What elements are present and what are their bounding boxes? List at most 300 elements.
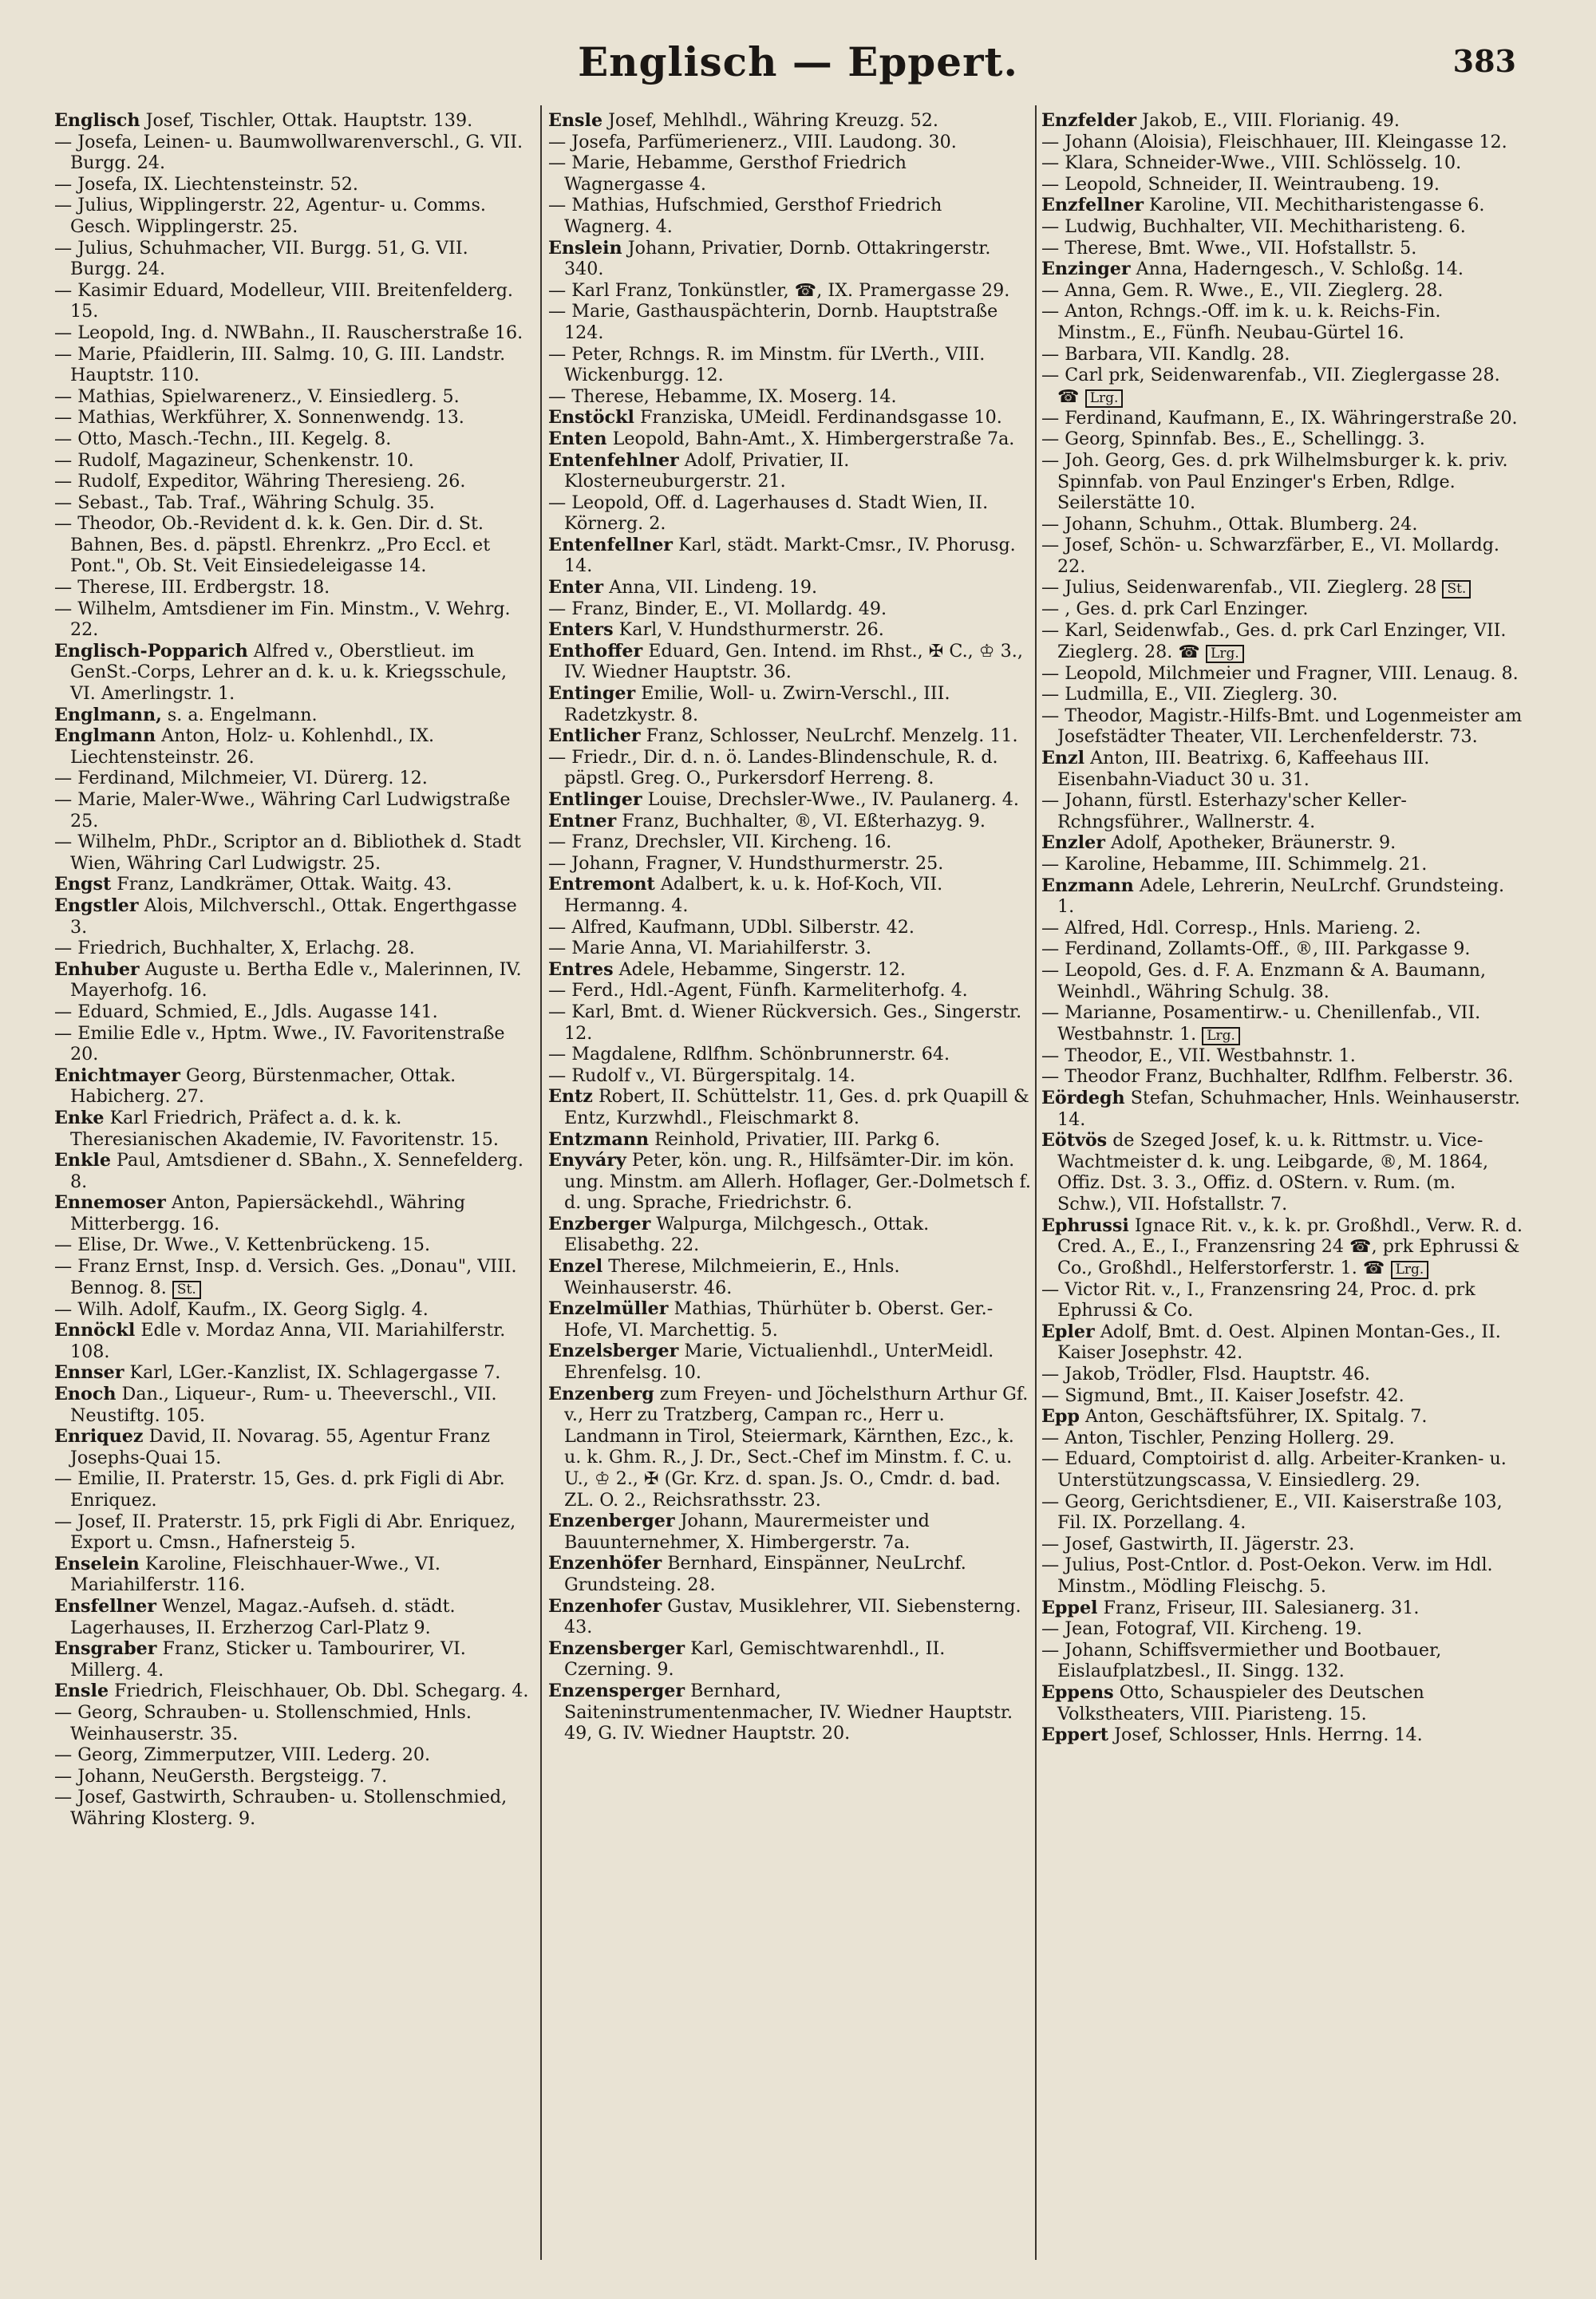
entry-dash: — — [1041, 1554, 1065, 1576]
directory-entry — [54, 322, 531, 344]
entry-dash: — — [54, 1234, 78, 1256]
directory-entry — [548, 747, 1031, 789]
entry-text: Klara, Schneider-Wwe., VIII. Schlösselg. 10. — [1065, 152, 1462, 174]
directory-entry — [1041, 514, 1524, 535]
directory-entry — [1041, 259, 1524, 280]
entry-text: Johann, NeuGersth. Bergsteigg. 7. — [77, 1765, 388, 1787]
entry-dash: — — [1041, 620, 1065, 642]
entry-text: Anton, Tischler, Penzing Hollerg. 29. — [1065, 1427, 1395, 1448]
directory-entry — [1041, 1448, 1524, 1491]
entry-text: Anna, Gem. R. Wwe., E., VII. Zieglerg. 28. — [1065, 279, 1444, 301]
entry-text: Friedrich, Fleischhauer, Ob. Dbl. Schegarg. 4. — [114, 1681, 529, 1702]
directory-entry — [1041, 1385, 1524, 1407]
entry-text: Josef, Gastwirth, Schrauben- u. Stollenschmied, Währing Klosterg. 9. — [70, 1787, 508, 1829]
entry-dash: — — [54, 385, 78, 407]
directory-entry — [548, 1001, 1031, 1044]
entry-surname: Entremont — [548, 874, 655, 895]
entry-text: Leopold, Off. d. Lagerhauses d. Stadt Wien, II. Körnerg. 2. — [564, 492, 989, 535]
entry-dash: — — [54, 832, 78, 853]
entry-dash: — — [548, 746, 572, 768]
directory-entry — [548, 874, 1031, 916]
directory-entry — [548, 980, 1031, 1001]
entry-text: Karoline, Fleischhauer-Wwe., VI. Mariahilferstr. 116. — [70, 1553, 440, 1596]
directory-entry — [54, 1192, 531, 1234]
entry-text: Marie, Pfaidlerin, III. Salmg. 10, G. III. Landstr. Hauptstr. 110. — [70, 343, 506, 386]
entry-text: Karoline, VII. Mechitharistengasse 6. — [1149, 195, 1485, 216]
directory-entry — [1041, 408, 1524, 429]
entry-surname: Ensgraber — [54, 1638, 157, 1660]
directory-entry — [548, 492, 1031, 535]
entry-text: Eduard, Gen. Intend. im Rhst., ✠ C., ♔ 3., IV. Wiedner Hauptstr. 36. — [564, 640, 1023, 683]
entry-text: Georg, Gerichtsdiener, E., VII. Kaiserstraße 103, Fil. IX. Porzellang. 4. — [1057, 1491, 1503, 1534]
entry-text: Rudolf, Magazineur, Schenkenstr. 10. — [77, 449, 414, 471]
directory-entry — [1041, 216, 1524, 238]
entry-dash: — — [1041, 152, 1065, 174]
entry-dash: — — [1041, 407, 1065, 429]
entry-dash: — — [1041, 1427, 1065, 1448]
entry-surname: Eördegh — [1041, 1087, 1125, 1108]
entry-text: Karoline, Hebamme, III. Schimmelg. 21. — [1065, 854, 1428, 875]
entry-text: Jakob, Trödler, Flsd. Hauptstr. 46. — [1065, 1364, 1370, 1385]
directory-entry — [54, 1384, 531, 1426]
entry-surname: Enzensperger — [548, 1680, 685, 1701]
entry-dash: — — [1041, 513, 1065, 535]
entry-text: Emilie, Woll- u. Zwirn-Verschl., III. Radetzkystr. 8. — [564, 683, 950, 725]
directory-entry — [1041, 1491, 1524, 1534]
entry-dash: — — [1041, 1045, 1065, 1066]
entry-text: Karl, Gemischtwarenhdl., II. Czerning. 9. — [564, 1637, 946, 1681]
directory-entry — [54, 1362, 531, 1384]
entry-badge: Lrg. — [1085, 389, 1124, 408]
entry-text: Johann, Schiffsvermiether und Bootbauer, Eislaufplatzbesl., II. Singg. 132. — [1057, 1639, 1442, 1682]
entry-text: zum Freyen- und Jöchelsthurn Arthur Gf. v., Herr zu Tratzberg, Campan rc., Herr u. Landmann in Tirol, Steiermark, Kärnthen, Ezc., k. u. k. Ghm. R., J. Dr., Sect.-Chef im Minstm. f. C. u. U., ♔ 2., ✠ (Gr. Krz. d. span. Js. O., Cmdr. d. bad. ZL. O. 2., Reichsrathsstr. 23. — [564, 1383, 1029, 1511]
directory-entry — [1041, 1640, 1524, 1682]
entry-badge: Lrg. — [1202, 1027, 1240, 1045]
directory-entry — [548, 344, 1031, 386]
entry-text: Wilhelm, PhDr., Scriptor an d. Bibliothek d. Stadt Wien, Währing Carl Ludwigstr. 25. — [70, 832, 521, 874]
entry-text: Mathias, Spielwarenerz., V. Einsiedlerg. 5. — [77, 385, 460, 407]
directory-entry — [548, 450, 1031, 492]
entry-dash: — — [548, 1044, 572, 1065]
directory-entry — [54, 450, 531, 472]
directory-entry — [54, 874, 531, 895]
entry-dash: — — [1041, 790, 1065, 812]
entry-dash: — — [1041, 449, 1065, 471]
directory-entry — [548, 1086, 1031, 1128]
entry-dash: — — [1041, 215, 1065, 237]
entry-surname: Engstler — [54, 895, 139, 916]
page-number: 383 — [1452, 43, 1516, 79]
directory-entry — [1041, 1428, 1524, 1449]
entry-dash: — — [54, 1765, 78, 1787]
directory-entry — [54, 1596, 531, 1638]
directory-entry — [54, 832, 531, 874]
entry-text: Anton, Geschäftsführer, IX. Spitalg. 7. — [1085, 1406, 1428, 1428]
entry-dash: — — [548, 832, 572, 853]
entry-text: Elise, Dr. Wwe., V. Kettenbrückeng. 15. — [77, 1234, 431, 1256]
directory-entry — [1041, 875, 1524, 918]
directory-entry — [548, 1256, 1031, 1298]
directory-entry — [54, 280, 531, 322]
entry-text: Therese, Hebamme, IX. Moserg. 14. — [571, 385, 897, 407]
entry-text: Adele, Lehrerin, NeuLrchf. Grundsteing. 1. — [1057, 875, 1505, 918]
entry-surname: Ennemoser — [54, 1192, 166, 1214]
entry-dash: — — [54, 789, 78, 810]
directory-entry — [1041, 748, 1524, 790]
directory-entry — [548, 1681, 1031, 1744]
entry-text: Anton, III. Beatrixg. 6, Kaffeehaus III. Eisenbahn-Viaduct 30 u. 31. — [1057, 748, 1430, 790]
directory-entry — [1041, 620, 1524, 663]
entry-surname: Enstöckl — [548, 407, 634, 429]
entry-text: Marianne, Posamentirw.- u. Chenillenfab., VII. Westbahnstr. 1. — [1057, 1002, 1481, 1045]
entry-text: Ferdinand, Zollamts-Off., ®, III. Parkgasse 9. — [1065, 938, 1471, 960]
entry-surname: Ephrussi — [1041, 1215, 1129, 1236]
entry-surname: Entenfellner — [548, 534, 673, 555]
entry-text: Karl Friedrich, Präfect a. d. k. k. Theresianischen Akademie, IV. Favoritenstr. 15. — [70, 1107, 499, 1150]
entry-text: Ignace Rit. v., k. k. pr. Großhdl., Verw. R. d. Cred. A., E., I., Franzensring 24 ☎, prk Ephrussi & Co., Großhdl., Helferstorferstr. 1. ☎ — [1057, 1215, 1523, 1278]
directory-entry — [1041, 684, 1524, 705]
entry-dash: — — [54, 1001, 78, 1022]
entry-dash: — — [1041, 131, 1065, 152]
directory-entry — [548, 1044, 1031, 1065]
entry-dash: — — [54, 1468, 78, 1490]
directory-entry — [54, 1001, 531, 1023]
entry-text: Bernhard, Einspänner, NeuLrchf. Grundsteing. 28. — [564, 1553, 966, 1595]
directory-entry — [1041, 577, 1524, 598]
directory-entry — [1041, 344, 1524, 365]
entry-text: Paul, Amtsdiener d. SBahn., X. Sennefelderg. 8. — [70, 1150, 523, 1192]
entry-text: Josef, Gastwirth, II. Jägerstr. 23. — [1065, 1533, 1355, 1554]
entry-dash: — — [548, 916, 572, 938]
entry-text: Ferd., Hdl.-Agent, Fünfh. Karmeliterhofg. 4. — [571, 980, 968, 1001]
entry-text: Josef, Tischler, Ottak. Hauptstr. 139. — [145, 110, 473, 131]
directory-entry — [548, 938, 1031, 959]
entry-text: Franz, Landkrämer, Ottak. Waitg. 43. — [117, 874, 452, 895]
entry-surname: Englmann — [54, 725, 156, 747]
entry-text: Franz Ernst, Insp. d. Versich. Ges. „Donau", VIII. Bennog. 8. — [70, 1256, 517, 1298]
running-head: Englisch — Eppert. — [578, 38, 1018, 85]
entry-dash: — — [548, 301, 572, 322]
entry-text: Wenzel, Magaz.-Aufseh. d. städt. Lagerhauses, II. Erzherzog Carl-Platz 9. — [70, 1595, 456, 1638]
entry-text: Eduard, Comptoirist d. allg. Arbeiter-Kranken- u. Unterstützungscassa, V. Einsiedlerg. 29. — [1057, 1448, 1507, 1491]
directory-entry — [548, 832, 1031, 853]
column-divider — [1035, 105, 1037, 2260]
entry-surname: Eppert — [1041, 1724, 1108, 1746]
entry-dash: — — [548, 385, 572, 407]
directory-entry — [1041, 1321, 1524, 1364]
directory-entry — [1041, 1406, 1524, 1428]
entry-dash: — — [54, 173, 78, 195]
entry-surname: Enzfelder — [1041, 110, 1137, 131]
entry-surname: Enzenberg — [548, 1383, 654, 1404]
entry-dash: — — [1041, 1364, 1065, 1385]
entry-surname: Enoch — [54, 1384, 117, 1405]
entry-text: de Szeged Josef, k. u. k. Rittmstr. u. Vice-Wachtmeister d. k. ung. Leibgarde, ®, M. 1864, Offiz. Dst. 3. 3., Offiz. d. OStern. v. Rum. (m. Schw.), VII. Hofstallstr. 7. — [1057, 1130, 1489, 1215]
directory-entry — [54, 938, 531, 959]
directory-entry — [54, 1468, 531, 1511]
entry-dash: — — [54, 343, 78, 365]
directory-entry — [1041, 280, 1524, 302]
entry-text: Georg, Schrauben- u. Stollenschmied, Hnls. Weinhauserstr. 35. — [70, 1701, 472, 1744]
entry-text: Julius, Seidenwarenfab., VII. Zieglerg. 28 — [1065, 577, 1437, 598]
entry-text: Georg, Zimmerputzer, VIII. Lederg. 20. — [77, 1744, 431, 1766]
entry-dash: — — [548, 598, 572, 619]
entry-text: Jean, Fotograf, VII. Kircheng. 19. — [1065, 1618, 1362, 1640]
directory-entry — [1041, 960, 1524, 1002]
entry-surname: Enzberger — [548, 1213, 651, 1234]
entry-text: Marie, Maler-Wwe., Währing Carl Ludwigstraße 25. — [70, 789, 511, 832]
entry-text: Rudolf, Expeditor, Währing Theresieng. 26. — [77, 471, 466, 492]
entry-dash: — — [54, 279, 78, 301]
directory-entry — [548, 132, 1031, 153]
column-divider — [540, 105, 542, 2260]
entry-text: Karl, städt. Markt-Cmsr., IV. Phorusg. 14. — [564, 534, 1016, 577]
entry-text: Johann, fürstl. Esterhazy'scher Keller-Rchngsführer., Wallnerstr. 4. — [1057, 790, 1407, 832]
entry-text: Louise, Drechsler-Wwe., IV. Paulanerg. 4. — [647, 789, 1019, 810]
entry-dash: — — [1041, 1491, 1065, 1512]
entry-dash: — — [54, 471, 78, 492]
directory-entry — [1041, 598, 1524, 620]
directory-entry — [1041, 195, 1524, 216]
directory-entry — [548, 1341, 1031, 1383]
entry-surname: Enhuber — [54, 958, 140, 980]
column-2 — [548, 110, 1031, 2257]
entry-text: Joh. Georg, Ges. d. prk Wilhelmsburger k. k. priv. Spinnfab. von Paul Enzinger's Erben, Rdlge. Seilerstätte 10. — [1057, 449, 1508, 514]
entry-dash: — — [1041, 429, 1065, 450]
directory-entry — [548, 789, 1031, 811]
entry-dash: — — [1041, 662, 1065, 684]
entry-surname: Enkle — [54, 1150, 111, 1171]
entry-text: Leopold, Schneider, II. Weintraubeng. 19. — [1065, 173, 1440, 195]
entry-text: Mathias, Thürhüter b. Oberst. Ger.-Hofe, VI. Marchettig. 5. — [564, 1298, 994, 1341]
entry-dash: — — [548, 131, 572, 152]
directory-entry — [1041, 1130, 1524, 1215]
entry-text: , Ges. d. prk Carl Enzinger. — [1065, 598, 1309, 620]
entry-dash: — — [548, 195, 572, 216]
directory-entry — [1041, 1618, 1524, 1640]
entry-text: Theodor Franz, Buchhalter, Rdlfhm. Felberstr. 36. — [1065, 1066, 1514, 1088]
entry-text: Johann, Schuhm., Ottak. Blumberg. 24. — [1065, 513, 1418, 535]
directory-entry — [54, 110, 531, 132]
entry-surname: Enyváry — [548, 1150, 626, 1171]
directory-entry — [54, 386, 531, 408]
entry-text: Julius, Wipplingerstr. 22, Agentur- u. Comms. Gesch. Wipplingerstr. 25. — [70, 195, 486, 237]
directory-entry — [1041, 663, 1524, 685]
directory-entry — [548, 1214, 1031, 1256]
entry-dash: — — [54, 513, 78, 535]
entry-text: Therese, III. Erdbergstr. 18. — [77, 577, 330, 598]
entry-text: Georg, Bürstenmacher, Ottak. Habicherg. 27. — [70, 1065, 456, 1108]
entry-text: Marie Anna, VI. Mariahilferstr. 3. — [571, 938, 871, 959]
entry-dash: — — [1041, 343, 1065, 365]
entry-surname: Enzfellner — [1041, 195, 1144, 216]
entry-text: Josefa, IX. Liechtensteinstr. 52. — [77, 173, 358, 195]
entry-text: Josef, II. Praterstr. 15, prk Figli di Abr. Enriquez, Export u. Cmsn., Hafnersteig 5. — [70, 1511, 516, 1554]
entry-text: Ferdinand, Milchmeier, VI. Dürerg. 12. — [77, 768, 428, 789]
entry-text: Ferdinand, Kaufmann, E., IX. Währingerstraße 20. — [1065, 407, 1518, 429]
entry-dash: — — [1041, 1533, 1065, 1554]
directory-entry — [54, 1787, 531, 1829]
entry-surname: Entz — [548, 1086, 593, 1108]
directory-entry — [54, 598, 531, 641]
entry-text: Sigmund, Bmt., II. Kaiser Josefstr. 42. — [1065, 1385, 1404, 1406]
entry-text: Adolf, Bmt. d. Oest. Alpinen Montan-Ges., II. Kaiser Josephstr. 42. — [1057, 1321, 1501, 1364]
entry-text: Friedr., Dir. d. n. ö. Landes-Blindenschule, R. d. päpstl. Greg. O., Purkersdorf Herreng. 8. — [564, 746, 998, 789]
directory-entry — [54, 725, 531, 768]
entry-surname: Enzler — [1041, 832, 1105, 854]
directory-entry — [548, 1298, 1031, 1341]
entry-text: Kasimir Eduard, Modelleur, VIII. Breitenfelderg. 15. — [70, 279, 513, 322]
entry-dash: — — [1041, 598, 1065, 620]
entry-dash: — — [548, 279, 572, 301]
directory-entry — [54, 1023, 531, 1065]
directory-entry — [548, 407, 1031, 429]
directory-entry — [1041, 110, 1524, 132]
entry-dash: — — [54, 449, 78, 471]
directory-entry — [548, 110, 1031, 132]
directory-entry — [1041, 790, 1524, 832]
entry-text: Marie, Gasthauspächterin, Dornb. Hauptstraße 124. — [564, 301, 998, 343]
directory-entry — [54, 789, 531, 832]
directory-entry — [1041, 918, 1524, 939]
directory-entry — [548, 811, 1031, 832]
entry-text: Sebast., Tab. Traf., Währing Schulg. 35. — [77, 492, 435, 513]
entry-dash: — — [54, 237, 78, 259]
entry-text: Ludwig, Buchhalter, VII. Mechitharisteng. 6. — [1065, 215, 1466, 237]
entry-surname: Enzenberger — [548, 1511, 675, 1532]
entry-text: Karl, V. Hundsthurmerstr. 26. — [618, 619, 884, 641]
entry-dash: — — [1041, 577, 1065, 598]
entry-text: Magdalene, Rdlfhm. Schönbrunnerstr. 64. — [571, 1044, 950, 1065]
entry-surname: Ensle — [548, 110, 603, 131]
entry-dash: — — [548, 980, 572, 1001]
entry-text: Victor Rit. v., I., Franzensring 24, Proc. d. prk Ephrussi & Co. — [1057, 1278, 1476, 1321]
entry-text: Robert, II. Schüttelstr. 11, Ges. d. prk Quapill & Entz, Kurzwhdl., Fleischmarkt 8. — [564, 1086, 1029, 1128]
entry-surname: Entner — [548, 810, 617, 832]
directory-entry — [54, 959, 531, 1001]
entry-dash: — — [1041, 365, 1065, 386]
entry-dash: — — [548, 1001, 572, 1022]
entry-dash: — — [1041, 854, 1065, 875]
directory-entry — [1041, 1598, 1524, 1619]
entry-text: Josef, Mehlhdl., Währing Kreuzg. 52. — [608, 110, 938, 131]
entry-surname: Ennser — [54, 1362, 124, 1384]
entry-text: Karl, LGer.-Kanzlist, IX. Schlagergasse 7. — [129, 1362, 501, 1384]
entry-dash: — — [548, 343, 572, 365]
entry-dash: — — [548, 1065, 572, 1086]
entry-surname: Eppens — [1041, 1681, 1114, 1703]
entry-text: Rudolf v., VI. Bürgerspitalg. 14. — [571, 1065, 855, 1086]
entry-dash: — — [54, 938, 78, 959]
entry-dash: — — [548, 152, 572, 174]
entry-dash: — — [1041, 1618, 1065, 1640]
entry-surname: Epp — [1041, 1406, 1080, 1428]
entry-surname: Engst — [54, 874, 112, 895]
entry-text: Franz, Sticker u. Tambourirer, VI. Millerg. 4. — [70, 1638, 466, 1681]
directory-entry — [548, 1596, 1031, 1638]
directory-entry — [548, 1638, 1031, 1681]
directory-entry — [1041, 535, 1524, 577]
entry-text: David, II. Novarag. 55, Agentur Franz Josephs-Quai 15. — [70, 1426, 490, 1468]
entry-text: Edle v. Mordaz Anna, VII. Mariahilferstr. 108. — [70, 1320, 506, 1362]
entry-surname: Enzensberger — [548, 1637, 685, 1659]
entry-dash: — — [548, 492, 572, 513]
entry-surname: Enriquez — [54, 1426, 144, 1448]
directory-entry — [1041, 301, 1524, 343]
entry-text: Mathias, Werkführer, X. Sonnenwendg. 13. — [77, 407, 464, 429]
entry-dash: — — [54, 1256, 78, 1278]
entry-dash: — — [1041, 705, 1065, 726]
entry-dash: — — [548, 852, 572, 874]
entry-surname: Enzmann — [1041, 875, 1134, 896]
entry-text: Friedrich, Buchhalter, X, Erlachg. 28. — [77, 938, 415, 959]
entry-text: Franziska, UMeidl. Ferdinandsgasse 10. — [639, 407, 1002, 429]
entry-surname: Epler — [1041, 1321, 1095, 1342]
entry-dash: — — [54, 1298, 78, 1320]
entry-text: Auguste u. Bertha Edle v., Malerinnen, IV. Mayerhofg. 16. — [70, 958, 522, 1001]
entry-dash: — — [1041, 173, 1065, 195]
entry-text: Gustav, Musiklehrer, VII. Siebensterng. 43. — [564, 1595, 1021, 1638]
entry-text: Reinhold, Privatier, III. Parkg 6. — [654, 1128, 941, 1150]
entry-surname: Ennöckl — [54, 1320, 136, 1341]
entry-surname: Enzel — [548, 1256, 603, 1278]
entry-surname: Enzl — [1041, 748, 1085, 769]
directory-entry — [1041, 365, 1524, 408]
directory-entry — [54, 1299, 531, 1321]
entry-text: Adalbert, k. u. k. Hof-Koch, VII. Hermanng. 4. — [564, 874, 943, 916]
directory-entry — [54, 895, 531, 938]
entry-text: Adolf, Apotheker, Bräunerstr. 9. — [1110, 832, 1396, 854]
directory-entry — [54, 1554, 531, 1596]
entry-text: Walpurga, Milchgesch., Ottak. Elisabethg. 22. — [564, 1213, 930, 1256]
directory-entry — [54, 471, 531, 492]
directory-entry — [54, 577, 531, 598]
directory-entry — [54, 492, 531, 514]
directory-entry — [54, 1320, 531, 1362]
entry-text: Leopold, Bahn-Amt., X. Himbergerstraße 7a. — [612, 428, 1015, 449]
directory-entry — [54, 195, 531, 237]
entry-text: Marie, Hebamme, Gersthof Friedrich Wagnergasse 4. — [564, 152, 907, 195]
directory-entry — [1041, 1724, 1524, 1746]
directory-entry — [548, 152, 1031, 195]
entry-text: Ludmilla, E., VII. Zieglerg. 30. — [1065, 684, 1338, 705]
directory-entry — [54, 407, 531, 429]
entry-dash: — — [1041, 684, 1065, 705]
directory-entry — [54, 429, 531, 450]
entry-dash: — — [1041, 237, 1065, 259]
entry-surname: Eppel — [1041, 1597, 1098, 1618]
entry-text: Johann, Privatier, Dornb. Ottakringerstr. 340. — [564, 237, 991, 280]
entry-text: Franz, Buchhalter, ®, VI. Eßterhazyg. 9. — [622, 810, 986, 832]
directory-entry — [54, 513, 531, 577]
entry-text: Anna, Haderngesch., V. Schloßg. 14. — [1136, 259, 1464, 280]
directory-entry — [1041, 938, 1524, 960]
directory-entry — [1041, 1088, 1524, 1130]
entry-badge: St. — [172, 1281, 201, 1299]
entry-dash: — — [54, 577, 78, 598]
entry-text: Mathias, Hufschmied, Gersthof Friedrich Wagnerg. 4. — [564, 195, 942, 237]
entry-text: Leopold, Ges. d. F. A. Enzmann & A. Baumann, Weinhdl., Währing Schulg. 38. — [1057, 959, 1486, 1002]
entry-text: Adolf, Privatier, II. Klosterneuburgerstr. 21. — [564, 449, 850, 492]
entry-surname: Enzelsberger — [548, 1341, 679, 1362]
entry-text: Bernhard, Saiteninstrumentenmacher, IV. Wiedner Hauptstr. 49, G. IV. Wiedner Hauptstr. 20. — [564, 1680, 1013, 1744]
directory-entry — [54, 174, 531, 196]
directory-entry — [548, 598, 1031, 620]
entry-dash: — — [54, 131, 78, 152]
entry-dash: — — [54, 407, 78, 429]
entry-text: Alfred v., Oberstlieut. im GenSt.-Corps, Lehrer an d. k. u. k. Kriegsschule, VI. Amerlingstr. 1. — [70, 640, 508, 705]
entry-text: Franz, Friseur, III. Salesianerg. 31. — [1103, 1597, 1420, 1618]
